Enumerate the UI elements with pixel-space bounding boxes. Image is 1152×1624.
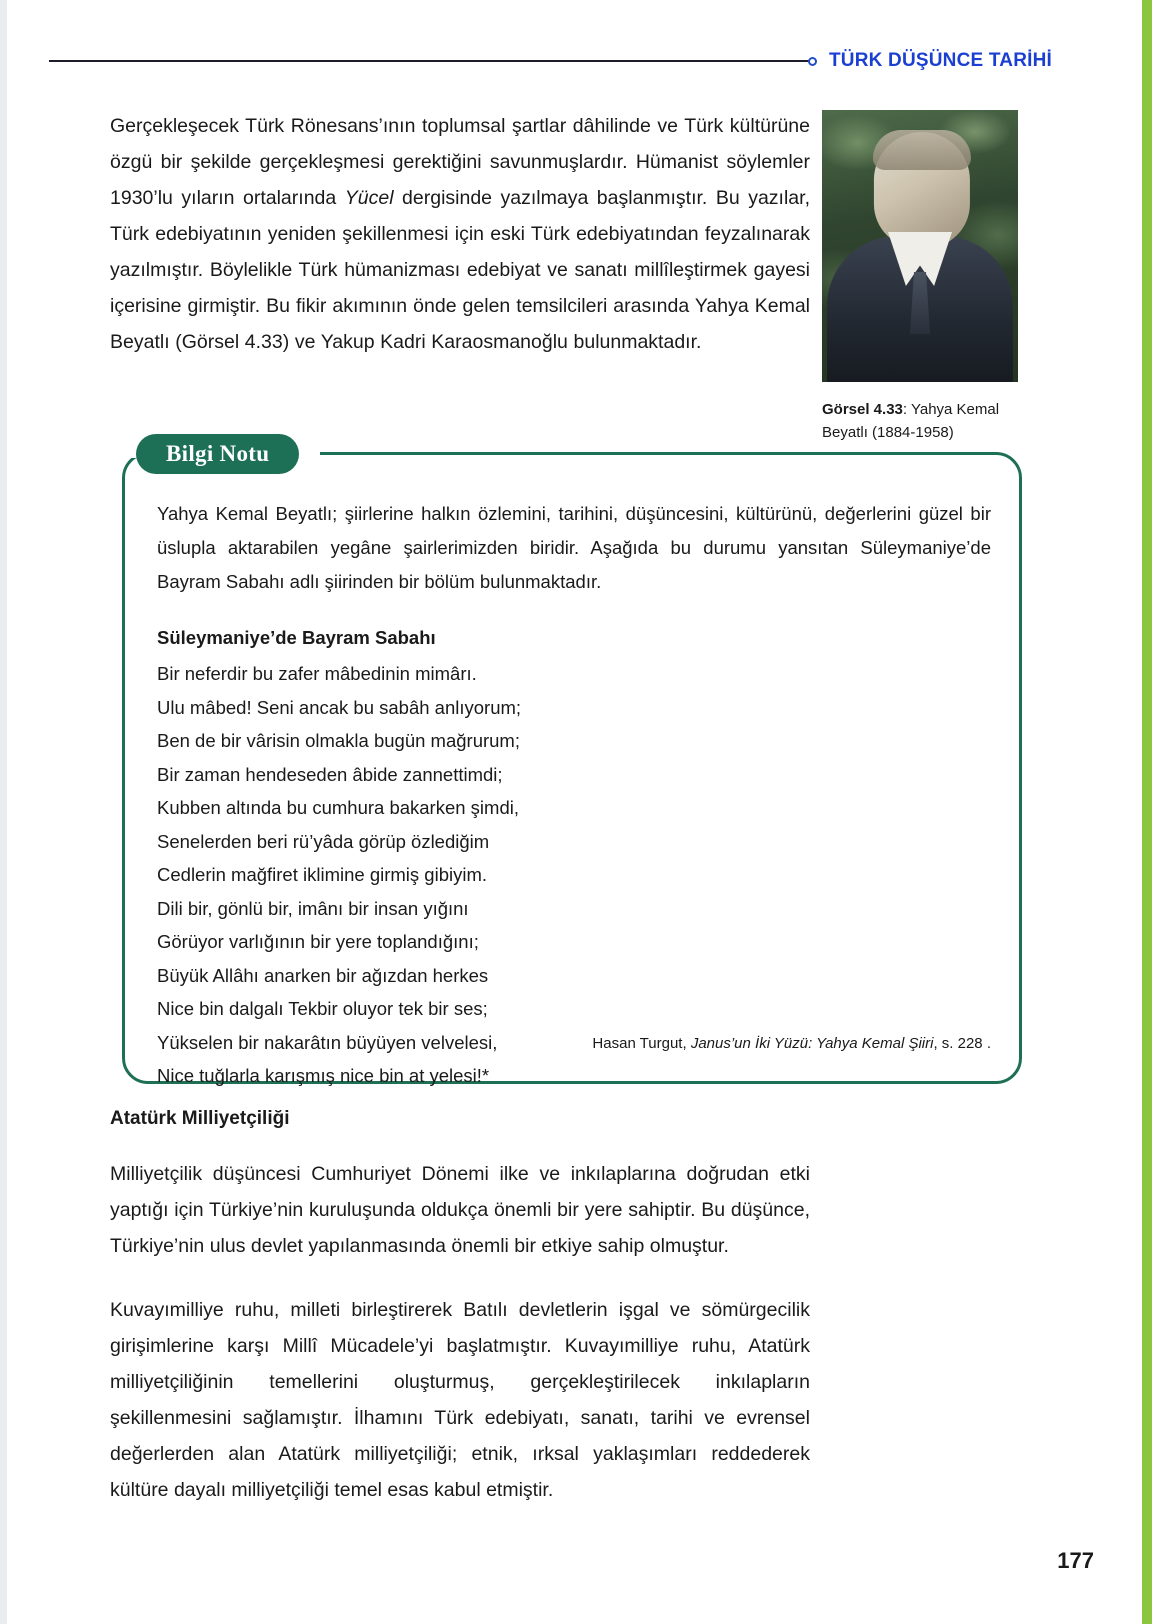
intro-text-part-2: dergisinde yazılmaya başlanmıştır. Bu yazılar, Türk edebiyatının yeniden şekillenmesi için eski Türk edebiyatından feyzalınarak yazılmıştır. Böylelikle Türk hümanizması edebiyat ve sanatı millîleştirmek gayesi içerisine girmiştir. Bu fikir akımının önde gelen temsilcileri arasında Yahya Kemal Beyatlı (Görsel 4.33) ve Yakup Kadri Karaosmanoğlu bulunmaktadır.: [110, 187, 810, 353]
poem-line: Görüyor varlığının bir yere toplandığını;: [157, 931, 479, 952]
photo-hair: [873, 130, 971, 170]
poem-line: Büyük Allâhı anarken bir ağızdan herkes: [157, 964, 489, 986]
portrait-photo: [822, 110, 1018, 382]
poem-line: Ben de bir vârisin olmakla bugün mağrurum;: [157, 730, 520, 751]
intro-paragraph: [110, 108, 810, 360]
poem-line: Bir zaman hendeseden âbide zannettimdi;: [157, 763, 503, 785]
poem-source-citation: [592, 1033, 991, 1055]
figure-caption: [822, 398, 1018, 444]
source-page: , s. 228 .: [933, 1035, 991, 1052]
poem-line-list: [157, 657, 991, 1093]
bilgi-notu-box: [122, 452, 1022, 1084]
source-title: Janus’un İki Yüzü: Yahya Kemal Şiiri: [690, 1035, 934, 1052]
poem-line: Bir neferdir bu zafer mâbedinin mimârı.: [157, 663, 477, 684]
page-left-edge-stripe: [0, 0, 7, 1624]
figure-caption-text: : Yahya Kemal Beyatlı (1884-1958): [822, 401, 1000, 441]
figure-caption-label: Görsel 4.33: [822, 401, 903, 418]
intro-italic-term: Yücel: [344, 187, 394, 209]
bilgi-notu-content: [157, 497, 991, 1093]
page-right-edge-stripe: [1142, 0, 1152, 1624]
poem-title: Süleymaniye’de Bayram Sabahı: [157, 627, 436, 648]
intro-text-part-1: Gerçekleşecek Türk Rönesans’ının toplumsal şartlar dâhilinde ve Türk kültürüne özgü bir şekilde gerçekleşmesi gerektiğini savunmuşlardır. Hümanist söylemler 1930’lu yıların ortalarında: [110, 115, 810, 209]
poem-line: Nice tuğlarla karışmış nice bin at yelesi!*: [157, 1065, 490, 1086]
figure-yahya-kemal: [822, 110, 1018, 444]
source-author: Hasan Turgut,: [592, 1035, 691, 1052]
page-title: TÜRK DÜŞÜNCE TARİHİ: [829, 50, 1052, 71]
header-rule-icon: [49, 60, 809, 62]
section-paragraph: Milliyetçilik düşüncesi Cumhuriyet Dönemi ilke ve inkılaplarına doğrudan etki yaptığı için Türkiye’nin kuruluşunda oldukça önemli bir yere sahiptir. Bu düşünce, Türkiye’nin ulus devlet yapılanmasında önemli bir etkiye sahip olmuştur.: [110, 1163, 810, 1257]
poem-line: Dili bir, gönlü bir, imânı bir insan yığını: [157, 897, 469, 919]
page-number: 177: [1057, 1548, 1094, 1573]
intro-paragraph-block: [110, 108, 810, 360]
atature-milliyetciligi-section: [110, 1108, 810, 1508]
section-heading: Atatürk Milliyetçiliği: [110, 1108, 290, 1129]
poem-line: Cedlerin mağfiret iklimine girmiş gibiyim.: [157, 864, 488, 885]
circle-marker-icon: [808, 57, 817, 66]
poem-line: Kubben altında bu cumhura bakarken şimdi,: [157, 797, 519, 818]
bilgi-notu-badge: Bilgi Notu: [136, 434, 299, 474]
running-header: [0, 44, 1152, 78]
poem-line: Ulu mâbed! Seni ancak bu sabâh anlıyorum;: [157, 696, 522, 718]
poem-line: Yükselen bir nakarâtın büyüyen velvelesi,: [157, 1031, 498, 1053]
poem-line: Senelerden beri rü’yâda görüp özlediğim: [157, 830, 490, 852]
bilgi-notu-lead-text: Yahya Kemal Beyatlı; şiirlerine halkın özlemini, tarihini, düşüncesini, kültürünü, değerlerini güzel bir üslupla aktarabilen yegâne şairlerimizden biridir. Aşağıda bu durumu yansıtan Süleymaniye’de Bayram Sabahı adlı şiirinden bir bölüm bulunmaktadır.: [157, 503, 991, 592]
poem-line: Nice bin dalgalı Tekbir oluyor tek bir ses;: [157, 998, 488, 1019]
section-paragraph: Kuvayımilliye ruhu, milleti birleştirerek Batılı devletlerin işgal ve sömürgecilik girişimlerine karşı Millî Mücadele’yi başlatmıştır. Kuvayımilliye ruhu, Atatürk milliyetçiliğinin temellerini oluşturmuş, gerçekleştirilecek inkılapların şekillenmesini sağlamıştır. İlhamını Türk edebiyatı, sanatı, tarihi ve evrensel değerlerden alan Atatürk milliyetçiliği; etnik, ırksal yaklaşımları reddederek kültüre dayalı milliyetçiliği temel esas kabul etmiştir.: [110, 1299, 810, 1501]
